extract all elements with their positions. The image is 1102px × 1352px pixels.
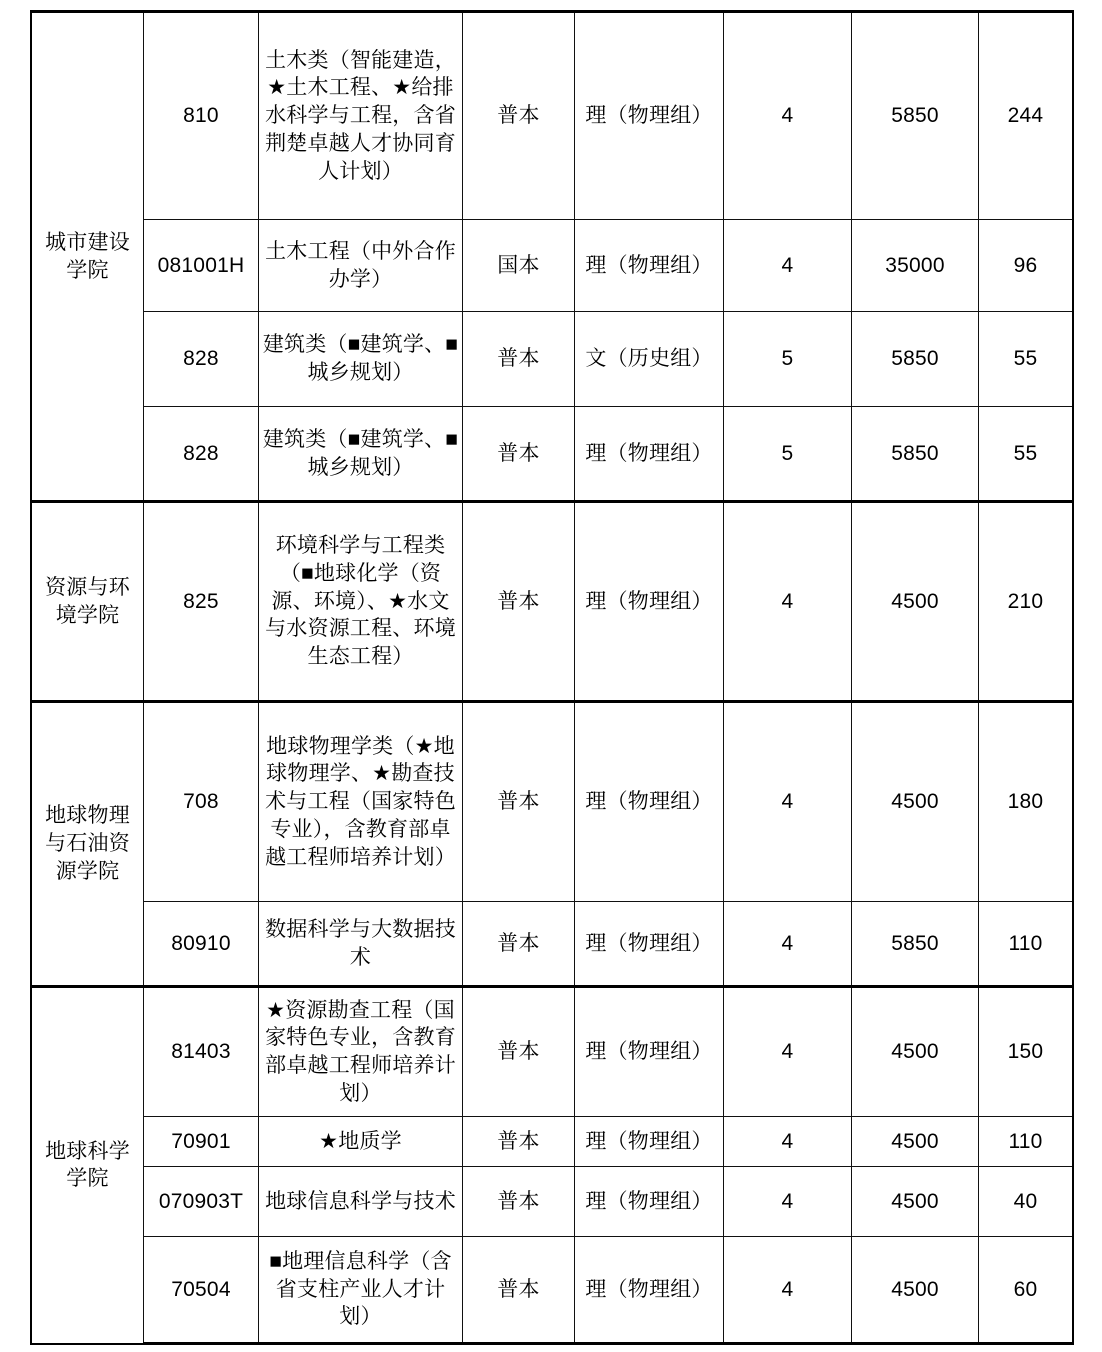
plan-count-cell: 244 [979,12,1074,220]
plan-count-cell: 55 [979,312,1074,407]
plan-count-cell: 210 [979,502,1074,702]
major-code-cell: 708 [144,702,259,902]
batch-cell: 普本 [463,1237,575,1344]
tuition-fee-cell: 35000 [852,220,979,312]
subject-cell: 理（物理组） [575,407,724,502]
study-years-cell: 4 [724,987,852,1117]
plan-count-cell: 55 [979,407,1074,502]
major-code-cell: 70901 [144,1117,259,1167]
school-name-cell: 资源与环境学院 [31,502,144,702]
batch-cell: 普本 [463,502,575,702]
subject-cell: 理（物理组） [575,1237,724,1344]
study-years-cell: 4 [724,1167,852,1237]
table-row [31,1237,1073,1344]
table-row [31,502,1073,702]
plan-count-cell: 60 [979,1237,1074,1344]
batch-cell: 普本 [463,987,575,1117]
plan-count-cell: 110 [979,1117,1074,1167]
subject-cell: 理（物理组） [575,1117,724,1167]
table-body [31,12,1073,1344]
table-row [31,407,1073,502]
major-name-cell: ■地理信息科学（含省支柱产业人才计划） [259,1237,463,1344]
school-name-cell: 地球物理与石油资源学院 [31,702,144,987]
tuition-fee-cell: 4500 [852,987,979,1117]
subject-cell: 理（物理组） [575,702,724,902]
plan-count-cell: 40 [979,1167,1074,1237]
tuition-fee-cell: 4500 [852,1167,979,1237]
batch-cell: 普本 [463,407,575,502]
major-name-cell: ★地质学 [259,1117,463,1167]
table-row [31,1117,1073,1167]
major-code-cell: 80910 [144,902,259,987]
table-row [31,12,1073,220]
major-name-cell: 土木类（智能建造，★土木工程、★给排水科学与工程，含省荆楚卓越人才协同育人计划） [259,12,463,220]
major-code-cell: 828 [144,312,259,407]
study-years-cell: 4 [724,1117,852,1167]
major-name-cell: 土木工程（中外合作办学） [259,220,463,312]
plan-count-cell: 110 [979,902,1074,987]
school-name-cell: 城市建设学院 [31,12,144,502]
table-row [31,902,1073,987]
subject-cell: 理（物理组） [575,902,724,987]
study-years-cell: 4 [724,220,852,312]
major-name-cell: 环境科学与工程类（■地球化学（资源、环境）、★水文与水资源工程、环境生态工程） [259,502,463,702]
batch-cell: 普本 [463,1117,575,1167]
major-name-cell: 建筑类（■建筑学、■城乡规划） [259,407,463,502]
subject-cell: 理（物理组） [575,12,724,220]
batch-cell: 普本 [463,1167,575,1237]
study-years-cell: 4 [724,12,852,220]
tuition-fee-cell: 5850 [852,902,979,987]
plan-count-cell: 180 [979,702,1074,902]
study-years-cell: 5 [724,407,852,502]
tuition-fee-cell: 5850 [852,312,979,407]
subject-cell: 理（物理组） [575,502,724,702]
batch-cell: 国本 [463,220,575,312]
tuition-fee-cell: 5850 [852,407,979,502]
major-code-cell: 81403 [144,987,259,1117]
major-code-cell: 828 [144,407,259,502]
subject-cell: 文（历史组） [575,312,724,407]
admissions-plan-table [30,10,1074,1345]
major-code-cell: 825 [144,502,259,702]
table-row [31,987,1073,1117]
plan-count-cell: 150 [979,987,1074,1117]
study-years-cell: 4 [724,902,852,987]
subject-cell: 理（物理组） [575,220,724,312]
tuition-fee-cell: 5850 [852,12,979,220]
tuition-fee-cell: 4500 [852,502,979,702]
study-years-cell: 5 [724,312,852,407]
batch-cell: 普本 [463,902,575,987]
batch-cell: 普本 [463,702,575,902]
study-years-cell: 4 [724,702,852,902]
major-name-cell: 建筑类（■建筑学、■城乡规划） [259,312,463,407]
tuition-fee-cell: 4500 [852,1237,979,1344]
major-name-cell: 地球信息科学与技术 [259,1167,463,1237]
batch-cell: 普本 [463,12,575,220]
table-row [31,220,1073,312]
plan-count-cell: 96 [979,220,1074,312]
major-name-cell: ★资源勘查工程（国家特色专业，含教育部卓越工程师培养计划） [259,987,463,1117]
major-code-cell: 081001H [144,220,259,312]
subject-cell: 理（物理组） [575,1167,724,1237]
major-code-cell: 810 [144,12,259,220]
major-name-cell: 数据科学与大数据技术 [259,902,463,987]
batch-cell: 普本 [463,312,575,407]
subject-cell: 理（物理组） [575,987,724,1117]
major-code-cell: 070903T [144,1167,259,1237]
table-row [31,702,1073,902]
study-years-cell: 4 [724,502,852,702]
table-row [31,312,1073,407]
table-row [31,1167,1073,1237]
school-name-cell: 地球科学学院 [31,987,144,1344]
major-name-cell: 地球物理学类（★地球物理学、★勘查技术与工程（国家特色专业），含教育部卓越工程师培养计划） [259,702,463,902]
major-code-cell: 70504 [144,1237,259,1344]
tuition-fee-cell: 4500 [852,1117,979,1167]
study-years-cell: 4 [724,1237,852,1344]
tuition-fee-cell: 4500 [852,702,979,902]
